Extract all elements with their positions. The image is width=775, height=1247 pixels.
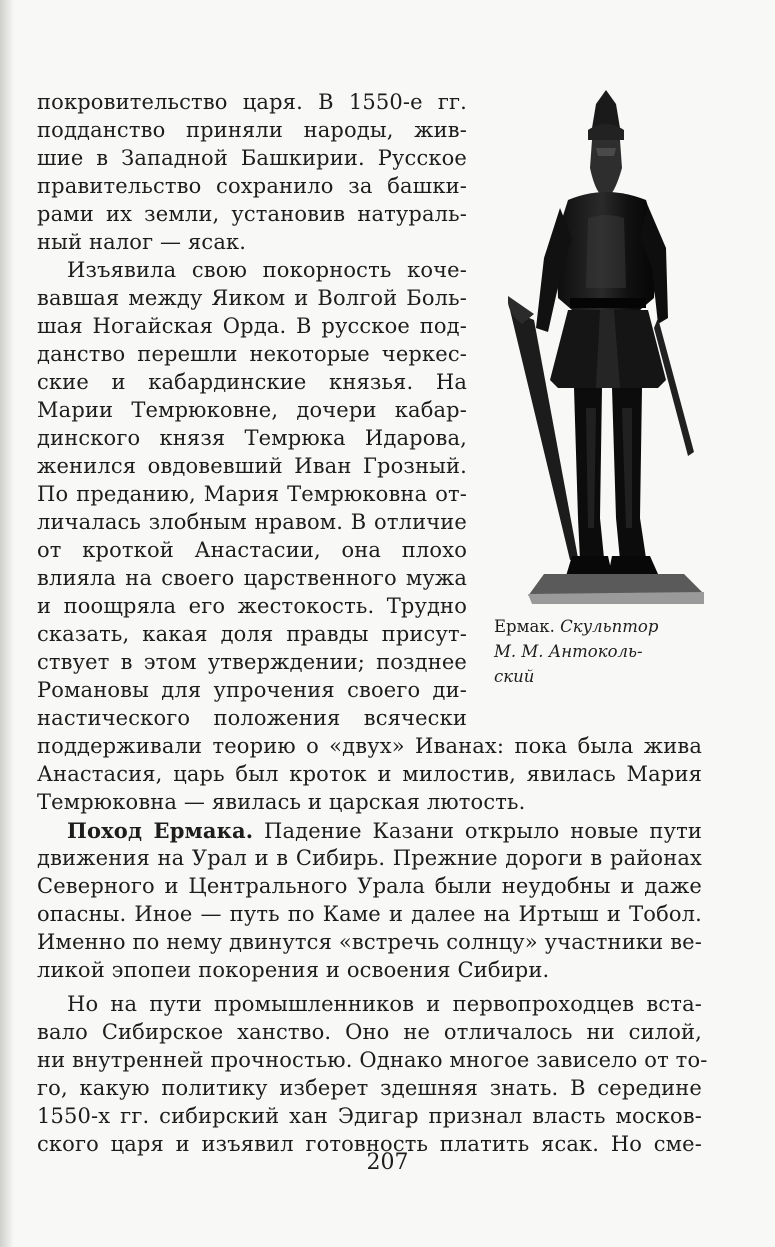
text-line: и поощряла его жестокость. Трудно — [37, 594, 467, 618]
text-line: движения на Урал и в Сибирь. Прежние дороги в районах — [37, 846, 702, 870]
text-line: подданство приняли народы, жив- — [37, 118, 467, 142]
text-line: Романовы для упрочения своего ди- — [37, 678, 467, 702]
text-line: покровительство царя. В 1550-е гг. — [37, 90, 467, 114]
text-line: Темрюковна — явилась и царская лютость. — [37, 790, 526, 814]
text-line: данство перешли некоторые черкес- — [37, 342, 467, 366]
text-line: динского князя Темрюка Идарова, — [37, 426, 467, 450]
section-heading: Поход Ермака. — [67, 818, 254, 843]
text-line: шие в Западной Башкирии. Русское — [37, 146, 467, 170]
text-line: ствует в этом утверждении; позднее — [37, 650, 467, 674]
text-line: Именно по нему двинутся «встречь солнцу» участники ве- — [37, 930, 702, 954]
text-line: рами их земли, установив натураль- — [37, 202, 467, 226]
text-line: Изъявила свою покорность коче- — [67, 258, 467, 282]
text-line: Северного и Центрального Урала были неудобны и даже — [37, 874, 702, 898]
section-heading-line — [67, 819, 702, 843]
text-line: влияла на своего царственного мужа — [37, 566, 467, 590]
text-line: Анастасия, царь был кроток и милостив, явилась Мария — [37, 762, 702, 786]
text-line: ские и кабардинские князья. На — [37, 370, 467, 394]
text-line: от кроткой Анастасии, она плохо — [37, 538, 467, 562]
text-line: личалась злобным нравом. В отличие — [37, 510, 467, 534]
caption-author-cont: ский — [494, 667, 535, 686]
figure-caption-line — [494, 641, 643, 662]
text-line: поддерживали теорию о «двух» Иванах: пока была жива — [37, 734, 702, 758]
text-line: вавшая между Яиком и Волгой Боль- — [37, 286, 467, 310]
text-line: вало Сибирское ханство. Оно не отличалось ни силой, — [37, 1020, 702, 1044]
text-line: По преданию, Мария Темрюковна от- — [37, 482, 467, 506]
text-line: опасны. Иное — путь по Каме и далее на Иртыш и Тобол. — [37, 902, 702, 926]
text-line: сказать, какая доля правды присут- — [37, 622, 467, 646]
text-line: Марии Темрюковне, дочери кабар- — [37, 398, 467, 422]
text-line: шая Ногайская Орда. В русское под- — [37, 314, 467, 338]
text-line: ского царя и изъявил готовность платить ясак. Но сме- — [37, 1132, 702, 1156]
figure-caption — [494, 616, 658, 637]
figure-caption-line — [494, 666, 534, 687]
caption-author: М. М. Антоколь- — [494, 642, 643, 661]
text-line: Но на пути промышленников и первопроходцев вста- — [67, 992, 702, 1016]
text-line: ликой эпопеи покорения и освоения Сибири. — [37, 958, 550, 982]
text-line: 1550-х гг. сибирский хан Эдигар признал власть москов- — [37, 1104, 702, 1128]
page-edge-shadow — [0, 0, 14, 1247]
text-span: Падение Казани открыло новые пути — [253, 819, 702, 843]
text-line: настического положения всячески — [37, 706, 467, 730]
text-line: го, какую политику изберет здешняя знать. В середине — [37, 1076, 702, 1100]
page-number: 207 — [366, 1150, 409, 1175]
text-line: правительство сохранило за башки- — [37, 174, 467, 198]
text-line: ный налог — ясак. — [37, 230, 247, 254]
statue-of-ermak-icon — [508, 88, 704, 604]
caption-sculptor: Скульптор — [560, 617, 659, 636]
text-line: ни внутренней прочностью. Однако многое зависело от то- — [37, 1048, 708, 1072]
text-line: женился овдовевший Иван Грозный. — [37, 454, 467, 478]
caption-name: Ермак. — [494, 617, 555, 636]
